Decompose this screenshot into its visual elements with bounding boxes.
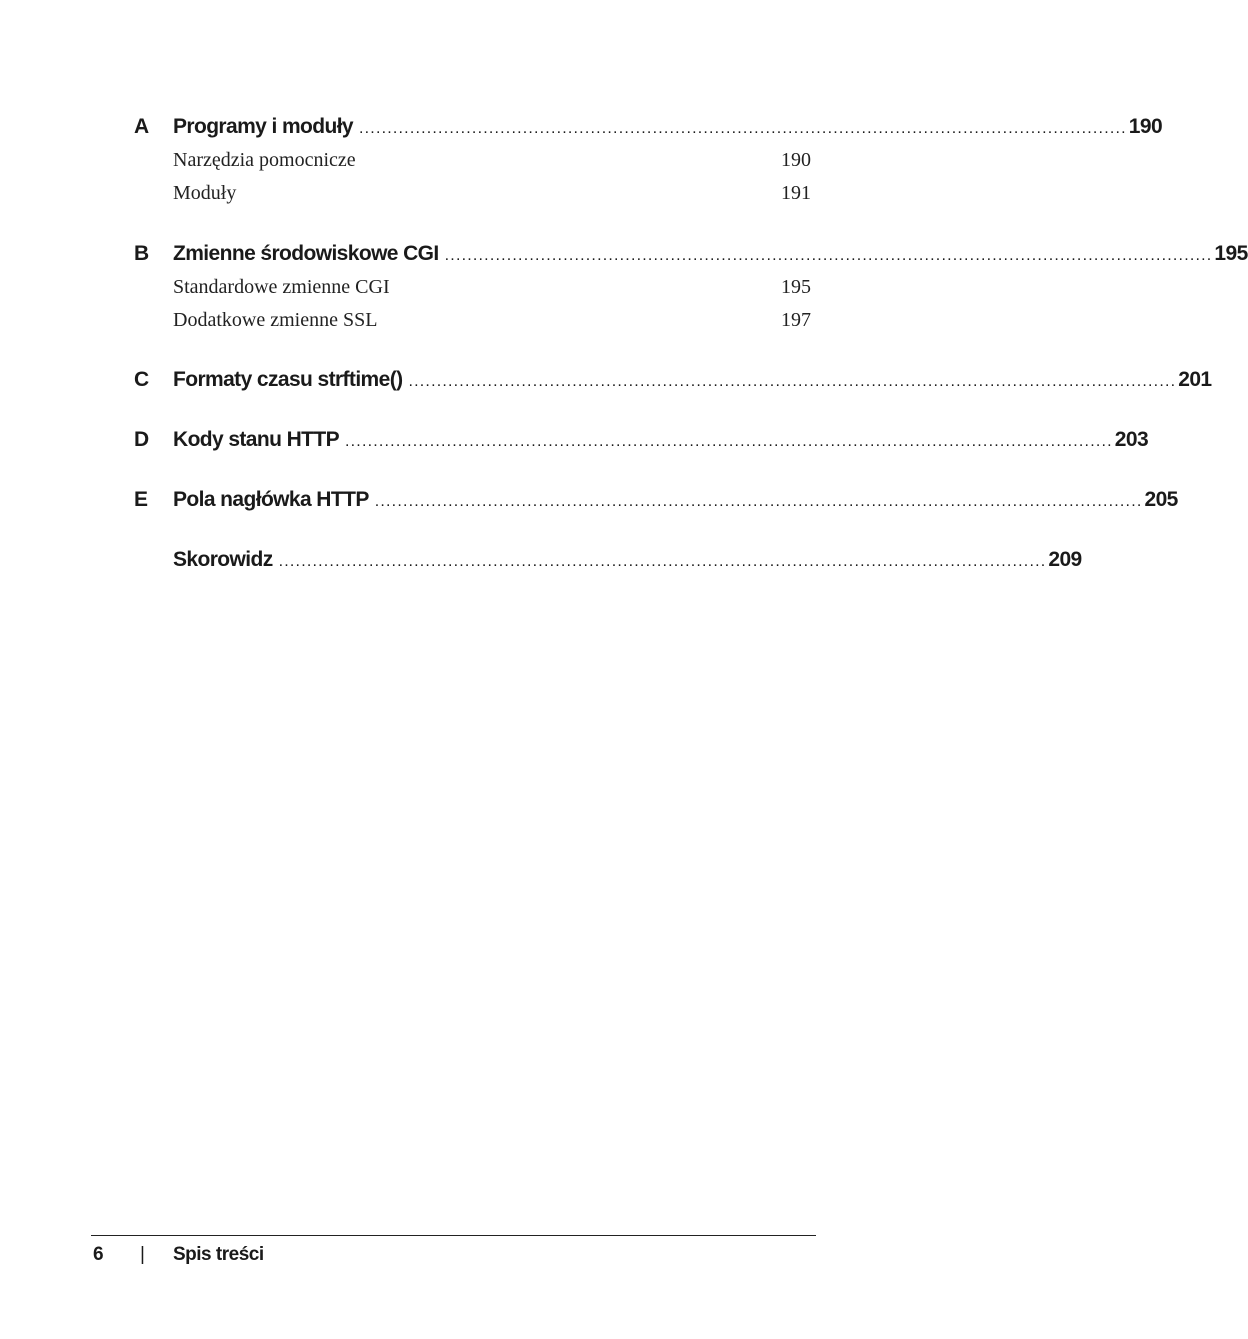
toc-section (173, 178, 811, 208)
section-page: 197 (781, 309, 811, 331)
footer-separator: | (140, 1244, 145, 1265)
section-page: 191 (781, 182, 811, 204)
chapter-page: 205 (1144, 488, 1178, 511)
chapter-heading (0, 239, 1248, 269)
section-title: Dodatkowe zmienne SSL (173, 309, 378, 331)
chapter-letter: B (134, 242, 149, 265)
chapter-page: 190 (1128, 115, 1163, 138)
chapter-letter: D (134, 428, 149, 451)
dot-leader: ........................................................................................................................................ (345, 433, 1113, 450)
chapter-heading (0, 112, 1163, 142)
chapter-letter: A (134, 115, 149, 138)
section-page: 195 (781, 276, 811, 298)
dot-leader: ........................................................................................................................................ (408, 373, 1177, 390)
chapter-title: Skorowidz (173, 548, 273, 571)
footer-rule (91, 1235, 816, 1236)
chapter-heading (0, 425, 1149, 455)
section-title: Moduły (173, 182, 237, 204)
chapter-title: Formaty czasu strftime() (173, 368, 403, 391)
chapter-letter: C (134, 368, 149, 391)
chapter-page: 195 (1214, 242, 1248, 265)
chapter-title: Kody stanu HTTP (173, 428, 340, 451)
toc-section (173, 145, 811, 175)
chapter-page: 201 (1178, 368, 1212, 391)
toc-section (173, 272, 811, 302)
chapter-page: 203 (1114, 428, 1149, 451)
dot-leader: ........................................................................................................................................ (374, 493, 1143, 510)
chapter-title: Pola nagłówka HTTP (173, 488, 369, 511)
chapter-heading (0, 365, 1212, 395)
section-title: Narzędzia pomocnicze (173, 149, 356, 171)
section-title: Standardowe zmienne CGI (173, 276, 390, 298)
page-footer (0, 1240, 906, 1270)
dot-leader: ........................................................................................................................................ (359, 120, 1127, 137)
chapter-title: Zmienne środowiskowe CGI (173, 242, 439, 265)
page-number: 6 (93, 1244, 104, 1265)
chapter-letter: E (134, 488, 148, 511)
toc-section (173, 305, 811, 335)
chapter-page: 209 (1048, 548, 1082, 571)
chapter-heading (0, 485, 1178, 515)
chapter-title: Programy i moduły (173, 115, 354, 138)
dot-leader: ........................................................................................................................................ (278, 553, 1047, 570)
section-page: 190 (781, 149, 811, 171)
running-title: Spis treści (173, 1244, 264, 1265)
dot-leader: ........................................................................................................................................ (444, 247, 1213, 264)
chapter-heading (0, 545, 1082, 575)
